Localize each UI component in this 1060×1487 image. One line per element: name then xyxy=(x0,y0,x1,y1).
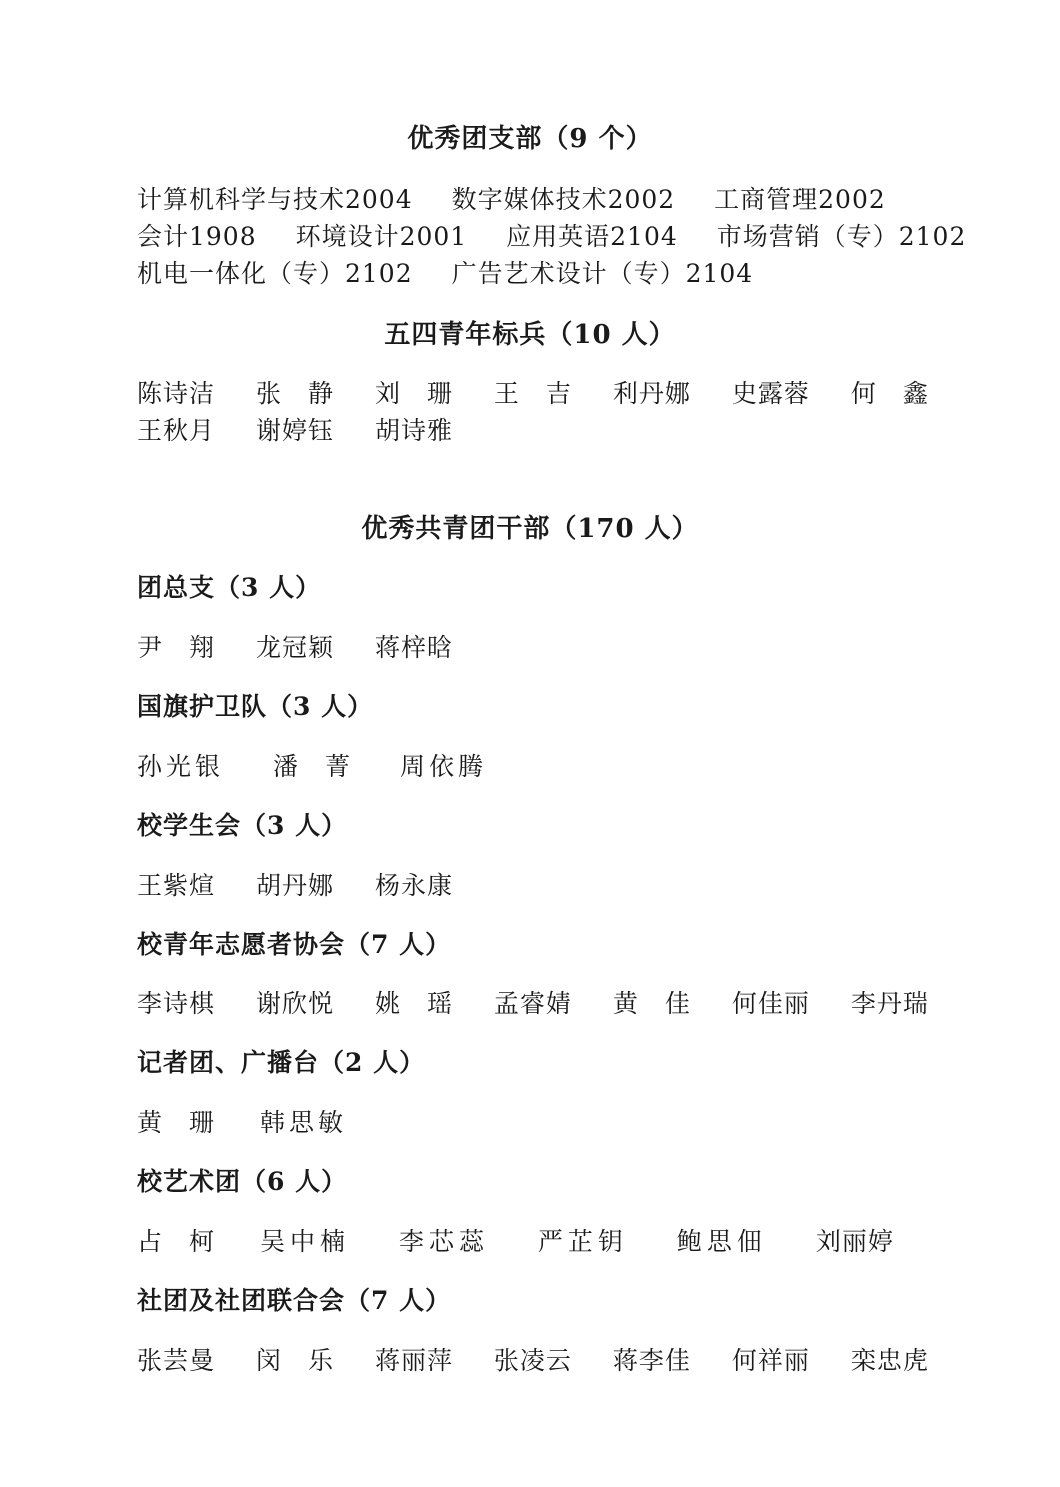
section-title-excellent-cadres: 优秀共青团干部（170 人） xyxy=(361,514,699,544)
person-name: 谢婷钰 xyxy=(255,416,334,445)
group-names xyxy=(137,1103,379,1139)
person-name: 尹 翔 xyxy=(137,633,216,662)
person-name: 陈诗洁 xyxy=(137,379,216,408)
person-name: 王秋月 xyxy=(137,416,216,445)
group-heading: 校学生会（3 人） xyxy=(137,811,348,840)
group-heading: 记者团、广播台（2 人） xyxy=(137,1048,426,1077)
person-name: 张凌云 xyxy=(493,1346,572,1375)
branch-item: 市场营销（专）2102 xyxy=(716,222,967,251)
person-name: 刘丽婷 xyxy=(815,1227,894,1256)
person-name: 何祥丽 xyxy=(731,1346,810,1375)
person-name: 李丹瑞 xyxy=(850,989,929,1018)
person-name: 占 柯 xyxy=(137,1227,216,1256)
group-heading: 校艺术团（6 人） xyxy=(137,1167,348,1196)
person-name: 周依腾 xyxy=(399,752,487,781)
group-names xyxy=(137,984,961,1020)
person-name: 孙光银 xyxy=(137,752,225,781)
branch-item: 机电一体化（专）2102 xyxy=(137,259,413,288)
pacesetter-list-row-1 xyxy=(137,374,961,410)
person-name: 何 鑫 xyxy=(850,379,929,408)
person-name: 杨永康 xyxy=(374,871,453,900)
person-name: 黄 佳 xyxy=(612,989,691,1018)
person-name: 黄 珊 xyxy=(137,1108,216,1137)
person-name: 姚 瑶 xyxy=(374,989,453,1018)
person-name: 严芷钥 xyxy=(537,1227,628,1256)
group-heading: 社团及社团联合会（7 人） xyxy=(137,1286,452,1315)
branch-item: 广告艺术设计（专）2104 xyxy=(451,259,754,288)
person-name: 张芸曼 xyxy=(137,1346,216,1375)
person-name: 史露蓉 xyxy=(731,379,810,408)
branch-list-row-3 xyxy=(137,254,753,290)
group-names xyxy=(137,1341,961,1377)
person-name: 张 静 xyxy=(255,379,334,408)
group-heading: 国旗护卫队（3 人） xyxy=(137,692,374,721)
person-name: 谢欣悦 xyxy=(255,989,334,1018)
person-name: 鲍思佃 xyxy=(676,1227,767,1256)
person-name: 刘 珊 xyxy=(374,379,453,408)
group-names xyxy=(137,1222,926,1258)
branch-item: 计算机科学与技术2004 xyxy=(137,185,413,214)
person-name: 龙冠颖 xyxy=(255,633,334,662)
branch-list-row-2 xyxy=(137,217,966,253)
person-name: 利丹娜 xyxy=(612,379,691,408)
branch-item: 数字媒体技术2002 xyxy=(451,185,676,214)
person-name: 潘 菁 xyxy=(272,752,351,781)
pacesetter-list-row-2 xyxy=(137,411,485,447)
branch-item: 环境设计2001 xyxy=(295,222,468,251)
group-names xyxy=(137,747,519,783)
person-name: 王 吉 xyxy=(493,379,572,408)
person-name: 栾忠虎 xyxy=(850,1346,929,1375)
person-name: 蒋丽萍 xyxy=(374,1346,453,1375)
group-heading: 团总支（3 人） xyxy=(137,573,322,602)
person-name: 何佳丽 xyxy=(731,989,810,1018)
person-name: 吴中楠 xyxy=(259,1227,350,1256)
group-heading: 校青年志愿者协会（7 人） xyxy=(137,930,452,959)
person-name: 孟睿婧 xyxy=(493,989,572,1018)
person-name: 闵 乐 xyxy=(255,1346,334,1375)
group-names xyxy=(137,866,485,902)
person-name: 蒋李佳 xyxy=(612,1346,691,1375)
person-name: 胡诗雅 xyxy=(374,416,453,445)
section-title-youth-pacesetters: 五四青年标兵（10 人） xyxy=(384,320,676,350)
person-name: 李芯蕊 xyxy=(398,1227,489,1256)
person-name: 蒋梓晗 xyxy=(374,633,453,662)
section-title-excellent-branches: 优秀团支部（9 个） xyxy=(407,124,653,154)
group-names xyxy=(137,628,485,664)
person-name: 韩思敏 xyxy=(259,1108,347,1137)
branch-item: 工商管理2002 xyxy=(714,185,886,214)
branch-list-row-1 xyxy=(137,180,886,216)
person-name: 王紫煊 xyxy=(137,871,216,900)
branch-item: 应用英语2104 xyxy=(506,222,678,251)
person-name: 胡丹娜 xyxy=(255,871,334,900)
branch-item: 会计1908 xyxy=(137,222,257,251)
person-name: 李诗棋 xyxy=(137,989,216,1018)
